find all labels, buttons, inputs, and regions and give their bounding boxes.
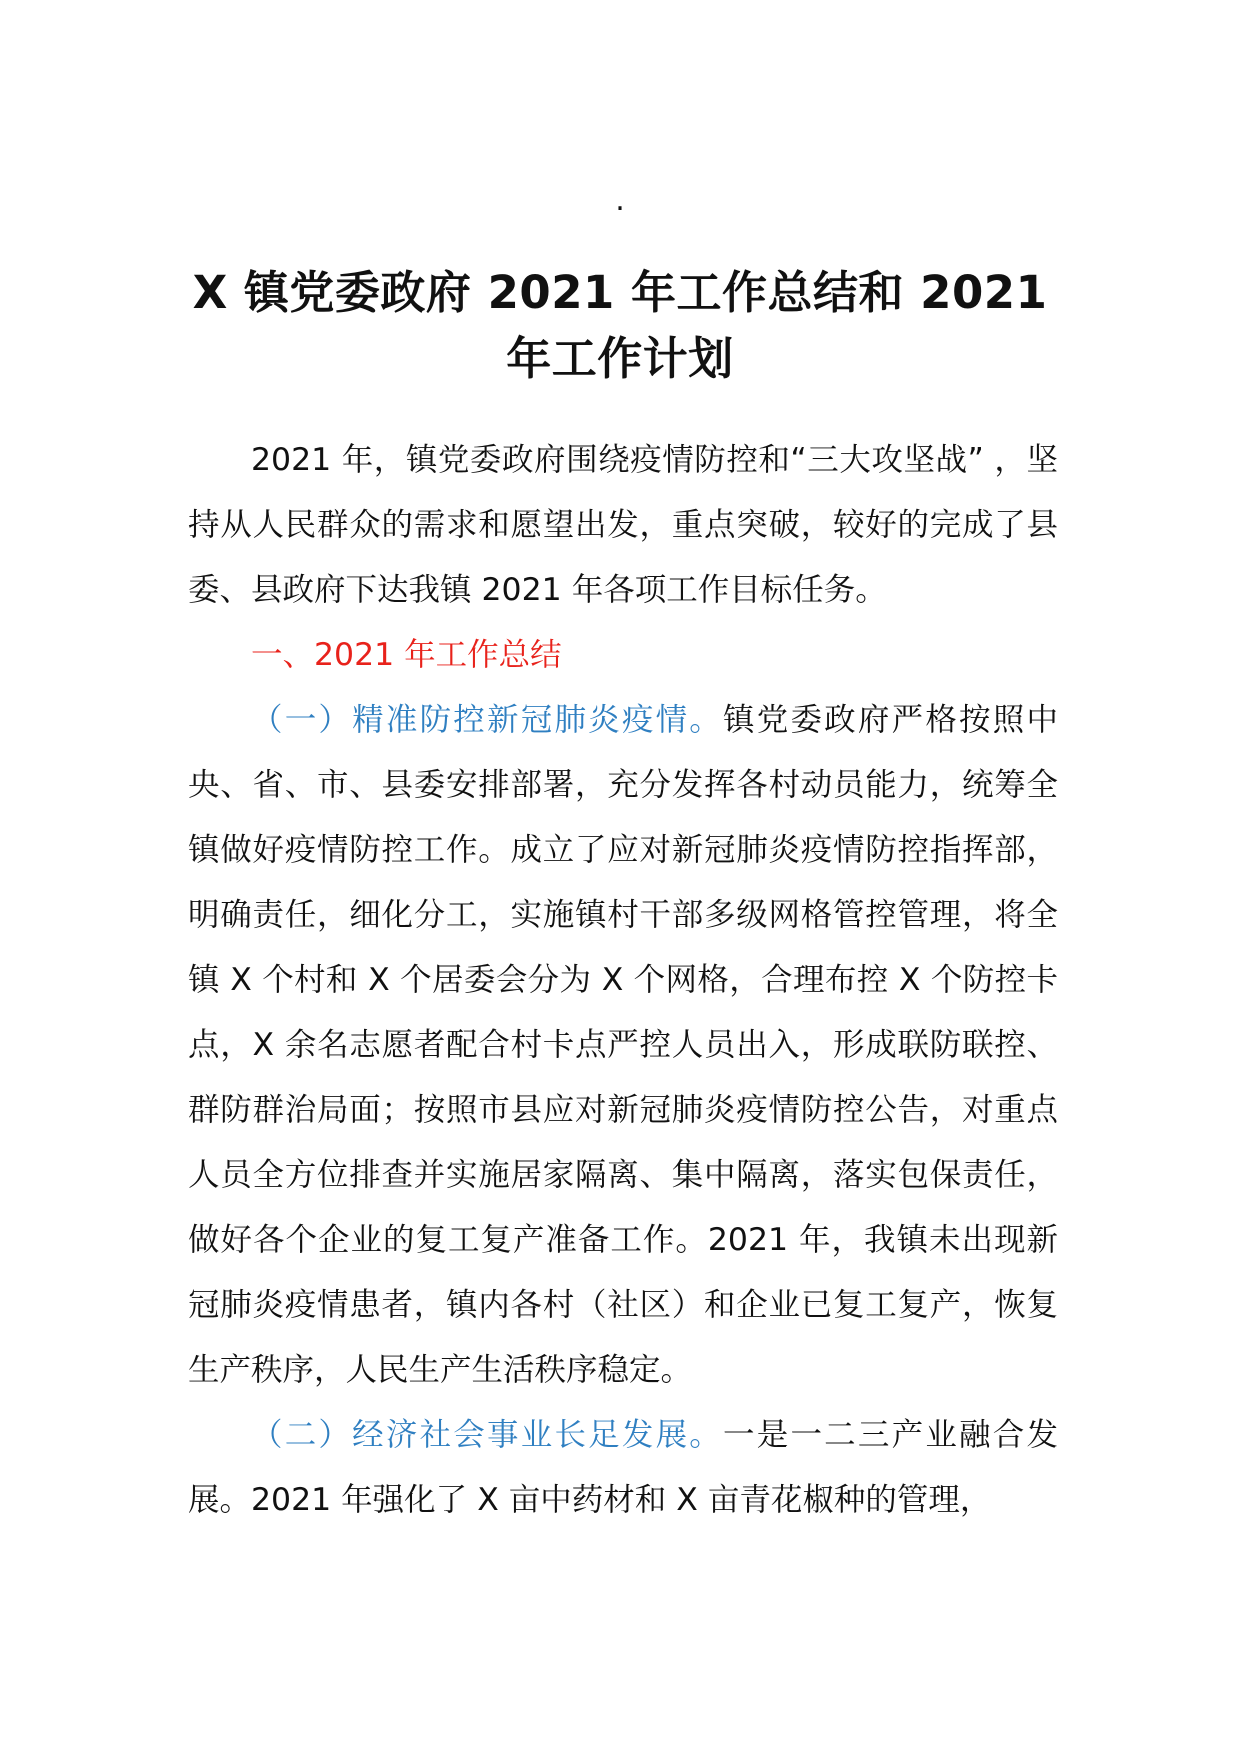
intro-paragraph: 2021 年，镇党委政府围绕疫情防控和“三大攻坚战” ，坚持从人民群众的需求和愿望出发，重点突破，较好的完成了县委、县政府下达我镇 2021 年各项工作目标任务。	[188, 442, 1058, 608]
item-2-heading: （二）经济社会事业长足发展。	[251, 1417, 724, 1453]
header-dot: .	[615, 183, 625, 218]
title-line-2: 年工作计划	[506, 332, 734, 385]
item-2-body: 一是一二三产业融合发展。2021 年强化了 X 亩中药材和 X 亩青花椒种的管理，	[188, 1417, 1058, 1518]
item-2-paragraph	[188, 1403, 1058, 1533]
item-1-heading: （一）精准防控新冠肺炎疫情。	[251, 702, 724, 738]
document-body	[188, 428, 1058, 1533]
document-title	[150, 260, 1090, 392]
item-1-paragraph	[188, 688, 1058, 1403]
section-heading-summary: 一、2021 年工作总结	[251, 637, 562, 673]
title-line-1: X 镇党委政府 2021 年工作总结和 2021	[192, 266, 1048, 319]
item-1-body: 镇党委政府严格按照中央、省、市、县委安排部署，充分发挥各村动员能力，统筹全镇做好疫情防控工作。成立了应对新冠肺炎疫情防控指挥部，明确责任，细化分工，实施镇村干部多级网格管控管理，将全镇 X 个村和 X 个居委会分为 X 个网格，合理布控 X 个防控卡点，X 余名志愿者配合村卡点严控人员出入，形成联防联控、群防群治局面；按照市县应对新冠肺炎疫情防控公告，对重点人员全方位排查并实施居家隔离、集中隔离，落实包保责任，做好各个企业的复工复产准备工作。2021 年，我镇未出现新冠肺炎疫情患者，镇内各村（社区）和企业已复工复产，恢复生产秩序，人民生产生活秩序稳定。	[188, 702, 1058, 1388]
